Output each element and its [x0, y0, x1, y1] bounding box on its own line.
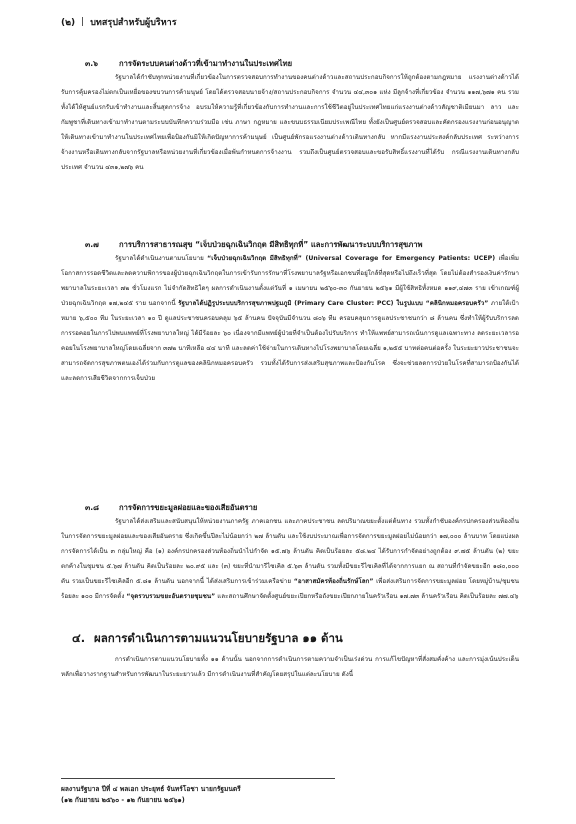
- heading-title: ผลการดำเนินการตามแนวนโยบายรัฐบาล ๑๑ ด้าน: [94, 631, 343, 645]
- section-3-8: [61, 502, 519, 604]
- section-paragraph: การดำเนินการตามแนวนโยบายทั้ง ๑๑ ด้านนั้น นอกจากการดำเนินการตามความจำเป็นเร่งด่วน การแก้ไขปัญหาที่สั่งสมคั่งค้าง และการมุ่งเน้นประเด็นหลักเพื่อวางรากฐานสำหรับการพัฒนาในระยะยาวแล้ว มีการดำเนินงานที่สำคัญโดยสรุปในแต่ละนโยบาย ดังนี้: [61, 656, 519, 678]
- page-number: (๒): [61, 18, 76, 28]
- section-title: การจัดระบบคนต่างด้าวที่เข้ามาทำงานในประเทศไทย: [119, 59, 293, 68]
- heading-number: ๔.: [72, 631, 86, 645]
- volunteer-network-name: “อาสาสมัครท้องถิ่นรักษ์โลก”: [293, 578, 374, 585]
- hazardous-waste-point-name: “จุดรวบรวมขยะอันตรายชุมชน”: [126, 593, 216, 600]
- footer-divider: [61, 778, 335, 779]
- page-footer: [61, 784, 241, 806]
- section-paragraph: รัฐบาลได้กำชับทุกหน่วยงานที่เกี่ยวข้องในการตรวจสอบการทำงานของคนต่างด้าวและสถานประกอบกิจการให้ถูกต้องตามกฎหมาย แรงงานต่างด้าวได้รับการคุ้มครองไม่ตกเป็นเหยื่อของขบวนการค้ามนุษย์ โดยได้ตรวจสอบนายจ้าง/สถานประกอบกิจการ จำนวน ๔๔,๓๐๑ แห่ง มีลูกจ้างที่เกี่ยวข้อง จำนวน ๑๑๗,๖๗๑ คน รวมทั้งได้ให้ศูนย์แรกรับเข้าทำงานและสิ้นสุดการจ้าง อบรมให้ความรู้ที่เกี่ยวข้องกับการทำงานและการใช้ชีวิตอยู่ในประเทศไทยแก่แรงงานต่างด้าวสัญชาติเมียนมา ลาว และกัมพูชาที่เดินทางเข้ามาทำงานตามระบบบันทึกความร่วมมือ เช่น ภาษา กฎหมาย และขนบธรรมเนียมประเพณีไทย ทั้งยังเป็นศูนย์ตรวจสอบและคัดกรองแรงงานก่อนอนุญาตให้เดินทางเข้ามาทำงานในประเทศไทยเพื่อป้องกันมิให้เกิดปัญหาการค้ามนุษย์ เป็นศูนย์พักรอแรงงานต่างด้าวเดินทางกลับ หากมีแรงงานประสงค์กลับประเทศ ระหว่างการจ้างงานหรือเดินทางกลับจากรัฐบาลหรือหน่วยงานที่เกี่ยวข้องเมื่อพ้นกำหนดการจ้างงาน รวมถึงเป็นศูนย์ตรวจสอบและขอรับสิทธิ์แรงงานที่ได้รับ กรณีแรงงานเดินทางกลับประเทศ จำนวน ๔๓๑,๒๗๖ คน: [61, 74, 519, 171]
- section-heading: [61, 502, 519, 514]
- header-separator: |: [81, 17, 85, 27]
- header-title: บทสรุปสำหรับผู้บริหาร: [90, 18, 177, 28]
- paragraph-text: รัฐบาลได้ดำเนินงานตามนโยบาย: [115, 255, 208, 262]
- paragraph-text: และสถานศึกษาจัดตั้งศูนย์ขยะเปียกหรือถังขยะเปียกภายในครัวเรือน ๑๗.๗๓ ล้านครัวเรือน คิดเป็นร้อยละ ๗๗.๔๖: [215, 593, 519, 600]
- footer-line-2: (๑๒ กันยายน ๒๕๖๐ - ๑๒ กันยายน ๒๕๖๑): [61, 796, 185, 804]
- section-3-7: [61, 239, 519, 386]
- paragraph-text: รัฐบาลได้ส่งเสริมและสนับสนุนให้หน่วยงานภาครัฐ ภาคเอกชน และภาคประชาชน ลดปริมาณขยะตั้งแต่ต้นทาง รวมทั้งกำชับองค์กรปกครองส่วนท้องถิ่นในการจัดการขยะมูลฝอยและของเสียอันตราย ซึ่งเกิดขึ้นปีละไม่น้อยกว่า ๒๗ ล้านตัน และใช้งบประมาณเพื่อการจัดการขยะมูลฝอยไม่น้อยกว่า ๑๗,๐๐๐ ล้านบาท โดยแบ่งผลการจัดการได้เป็น ๓ กลุ่มใหญ่ คือ (๑) องค์กรปกครองส่วนท้องถิ่นนำไปกำจัด ๑๕.๗๖ ล้านตัน คิดเป็นร้อยละ ๕๘.๒๔ ได้รับการกำจัดอย่างถูกต้อง ๙.๗๕ ล้านตัน (๒) ขยะตกค้างในชุมชน ๕.๖๗ ล้านตัน คิดเป็นร้อยละ ๒๐.๙๕ และ (๓) ขยะที่นำมารีไซเคิล ๕.๖๓ ล้านตัน รวมทั้งมีขยะรีไซเคิลที่ได้จากการแยก ณ สถานที่กำจัดขยะอีก ๑๘๐,๐๐๐ ตัน รวมเป็นขยะรีไซเคิลอีก ๕.๘๑ ล้านตัน นอกจากนี้ ได้ส่งเสริมการเข้าร่วมเครือข่าย: [61, 518, 519, 585]
- footer-line-1: ผลงานรัฐบาล ปีที่ ๔ พลเอก ประยุทธ์ จันทร์โอชา นายกรัฐมนตรี: [61, 785, 241, 793]
- section-heading: [61, 239, 519, 251]
- section-4: [61, 652, 519, 682]
- section-paragraph: [61, 251, 519, 386]
- section-number: ๓.๗: [85, 240, 99, 249]
- paragraph-text: เพื่อเพิ่มโอกาสการรอดชีวิตและลดความพิการของผู้ป่วยฉุกเฉินวิกฤตในการเข้ารับการรักษาที่โรงพยาบาลรัฐหรือเอกชนที่อยู่ใกล้ที่สุดหรือไปถึงเร็วที่สุด โดยไม่ต้องสำรองเงินค่ารักษาพยาบาลในระยะเวลา ๗๒ ชั่วโมงแรก ไม่จำกัดสิทธิใดๆ ผลการดำเนินงานตั้งแต่วันที่ ๑ เมษายน ๒๕๖๐-๓๐ กันยายน ๒๕๖๑ มีผู้ใช้สิทธิทั้งหมด ๑๑๙,๔๗๓ ราย เข้าเกณฑ์ผู้ป่วยฉุกเฉินวิกฤต ๑๗,๒๔๕ ราย นอกจากนี้: [61, 255, 520, 307]
- main-heading: [72, 630, 536, 648]
- ucep-policy-name: “เจ็บป่วยฉุกเฉินวิกฤต มีสิทธิทุกที่” (Universal Coverage for Emergency Patients: UCEP): [207, 255, 496, 262]
- section-number: ๓.๖: [85, 59, 98, 68]
- paragraph-text: เพื่อส่งเสริมการจัดการขยะมูลฝอย โดยหมู่บ้าน/ชุมชน ร้อยละ ๑๐๐ มีการจัดตั้ง: [61, 578, 520, 600]
- section-paragraph: [61, 514, 519, 604]
- section-title: การจัดการขยะมูลฝอยและของเสียอันตราย: [119, 503, 258, 512]
- section-heading: [61, 58, 519, 70]
- page-header: [61, 15, 536, 29]
- section-3-6: [61, 58, 519, 175]
- section-number: ๓.๘: [85, 503, 99, 512]
- section-title: การบริการสาธารณสุข “เจ็บป่วยฉุกเฉินวิกฤต มีสิทธิทุกที่” และการพัฒนาระบบบริการสุขภาพ: [119, 240, 423, 249]
- paragraph-text: ภายใต้เป้าหมาย ๖,๕๐๐ ทีม ในระยะเวลา ๑๐ ปี ดูแลประชาชนครอบคลุม ๖๕ ล้านคน ปัจจุบันมีจำนวน ๘๐๖ ทีม ครอบคลุมการดูแลประชาชนกว่า ๘ ล้านคน ซึ่งทำให้ผู้รับบริการลดการรอคอยในการไปพบแพทย์ที่โรงพยาบาลใหญ่ ได้มีร้อยละ ๖๐ เนื่องจากมีแพทย์ผู้ป่วยที่จำเป็นต้องไปรับบริการ ทำให้แพทย์สามารถเน้นการดูแลเฉพาะทาง ลดระยะเวลารอคอยในโรงพยาบาลใหญ่โดยเฉลี่ยจาก ๓๗๒ นาทีเหลือ ๔๔ นาที และลดค่าใช้จ่ายในการเดินทางไปโรงพยาบาลโดยเฉลี่ย ๑,๒๕๕ บาทต่อคนต่อครั้ง ในระยะยาวประชาชนจะสามารถจัดการสุขภาพตนเองได้ร่วมกับการดูแลของคลินิกหมอครอบครัว รวมทั้งได้รับการส่งเสริมสุขภาพและป้องกันโรค ซึ่งจะช่วยลดการป่วยในโรคที่สามารถป้องกันได้และลดการเสียชีวิตจากการเจ็บป่วย: [61, 300, 519, 382]
- pcc-policy-name: รัฐบาลได้ปฏิรูประบบบริการสุขภาพปฐมภูมิ (Primary Care Cluster: PCC) ในรูปแบบ “คลินิกหมอครอบครัว”: [178, 300, 489, 307]
